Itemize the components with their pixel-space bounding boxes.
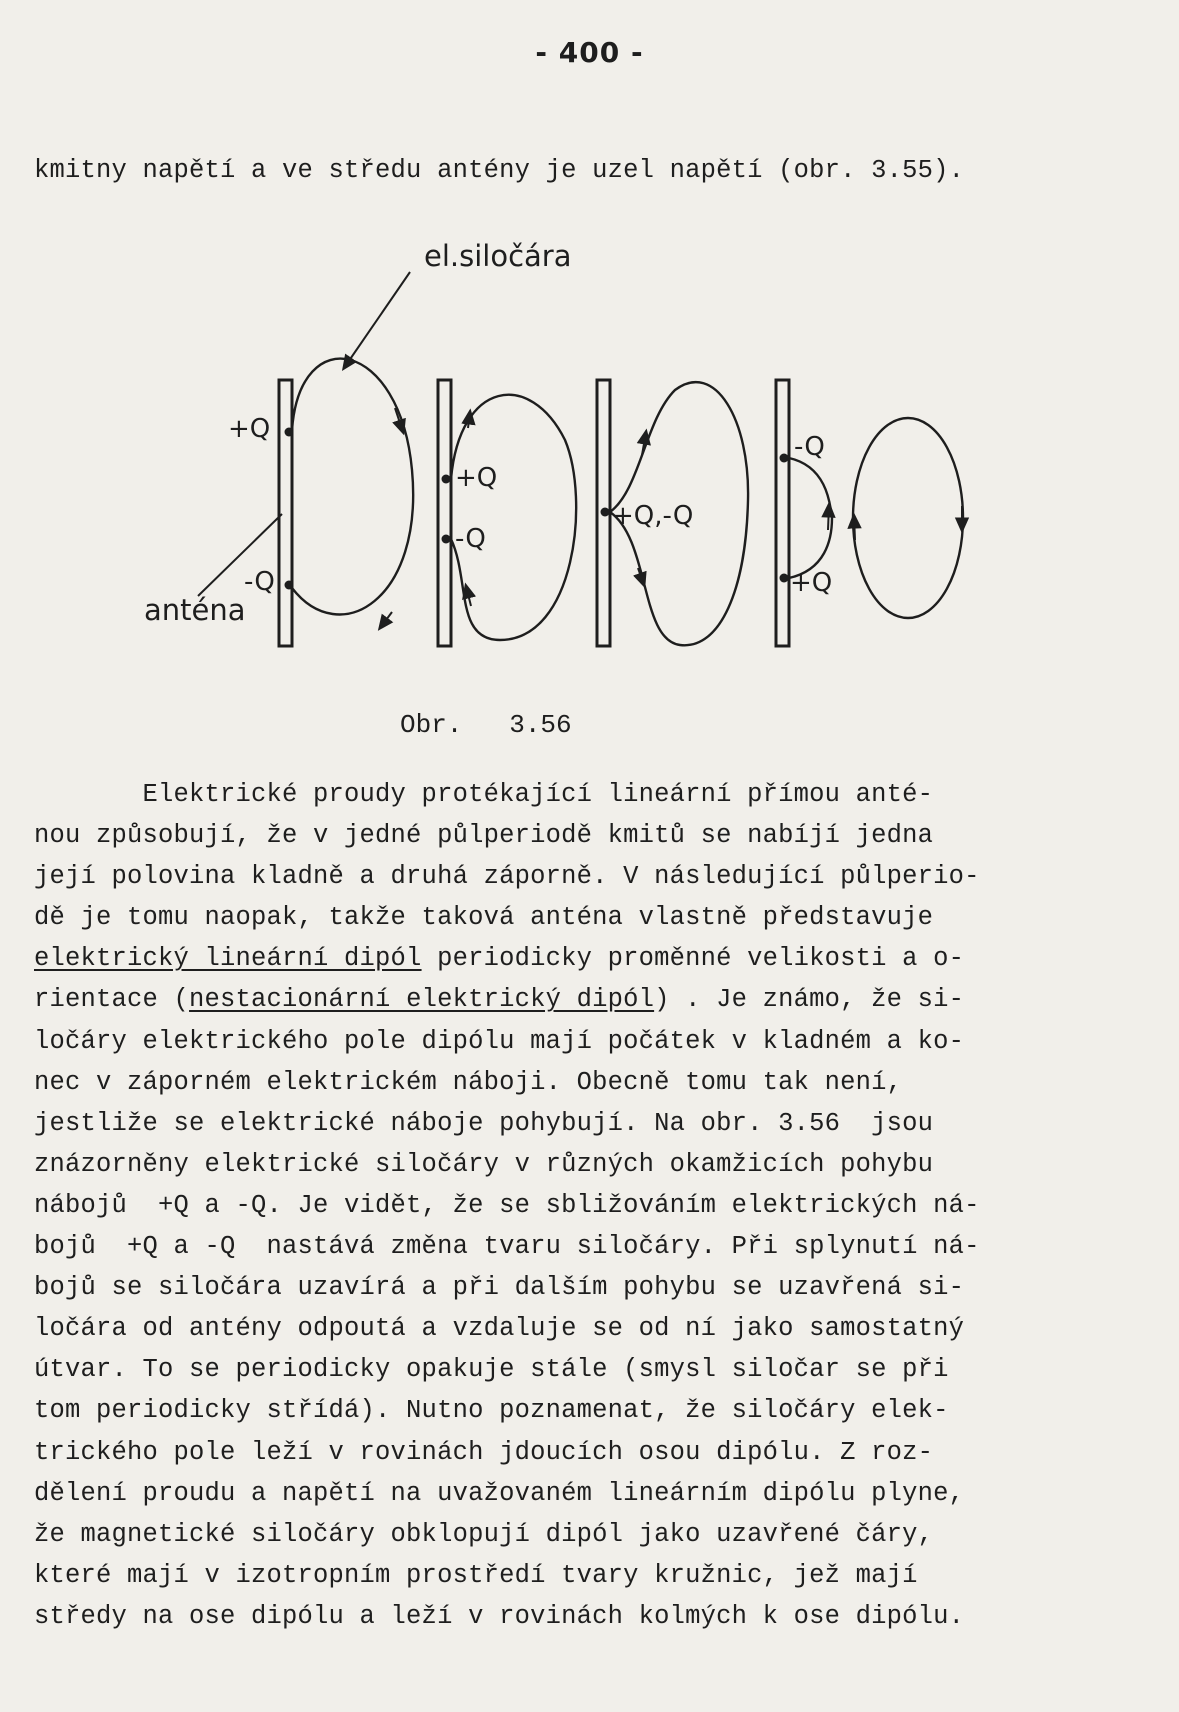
charge-label: +Q	[790, 568, 833, 598]
antenna-rod-4	[776, 380, 789, 646]
arrow-mark	[468, 412, 470, 428]
text-line: dělení proudu a napětí na uvažovaném lineárním dipólu plyne,	[34, 1478, 965, 1508]
page-number: - 400 -	[535, 36, 644, 69]
text-line: středy na ose dipólu a leží v rovinách kolmých k ose dipólu.	[34, 1601, 965, 1631]
arrow-mark	[828, 505, 829, 530]
text-line: nábojů +Q a -Q. Je vidět, že se sbližováním elektrických ná-	[34, 1190, 980, 1220]
text-line: trického pole leží v rovinách jdoucích osou dipólu. Z roz-	[34, 1437, 934, 1467]
text-line: tom periodicky střídá). Nutno poznamenat, že siločáry elek-	[34, 1396, 949, 1426]
field-line-1	[292, 359, 413, 615]
underlined-term: elektrický lineární dipól	[34, 944, 422, 974]
charge-label: -Q	[244, 567, 275, 597]
text-segment: periodicky proměnné velikosti a o-	[421, 944, 965, 974]
text-segment: rientace (	[34, 985, 190, 1015]
text-line	[34, 938, 1144, 979]
text-line: nec v záporném elektrickém náboji. Obecně tomu tak není,	[34, 1067, 903, 1097]
text-line: ločára od antény odpoutá a vzdaluje se od ní jako samostatný	[34, 1314, 965, 1344]
antenna-label: anténa	[144, 593, 246, 627]
charge-dot	[780, 454, 789, 463]
text-line: útvar. To se periodicky opakuje stále (smysl siločar se při	[34, 1355, 949, 1385]
antenna-rod-2	[438, 380, 451, 646]
closed-field-loop	[853, 418, 963, 618]
charge-label: +Q,-Q	[612, 501, 694, 531]
text-line: dě je tomu naopak, takže taková anténa vlastně představuje	[34, 903, 934, 933]
text-line: ločáry elektrického pole dipólu mají počátek v kladném a ko-	[34, 1026, 965, 1056]
text-line: bojů se siločára uzavírá a při dalším pohybu se uzavřená si-	[34, 1273, 965, 1303]
text-line: Elektrické proudy protékající lineární přímou anté-	[34, 780, 934, 809]
field-line-pointer	[344, 272, 410, 368]
text-line: jestliže se elektrické náboje pohybují. Na obr. 3.56 jsou	[34, 1108, 934, 1138]
charge-label: +Q	[455, 463, 498, 493]
field-line-label: el.siločára	[424, 239, 572, 273]
body-paragraph	[34, 774, 1144, 1637]
figure-3-56	[0, 0, 1179, 700]
charge-dot	[780, 574, 789, 583]
arrow-mark	[854, 516, 855, 540]
antenna-rod-1	[279, 380, 292, 646]
text-line: nou způsobují, že v jedné půlperiodě kmitů se nabíjí jedna	[34, 821, 934, 851]
charge-label: -Q	[455, 524, 486, 554]
arrow-mark	[380, 612, 392, 628]
text-line	[34, 979, 1144, 1020]
text-line: bojů +Q a -Q nastává změna tvaru siločáry. Při splynutí ná-	[34, 1232, 980, 1262]
charge-dot	[601, 508, 610, 517]
underlined-term: nestacionární elektrický dipól	[189, 985, 655, 1015]
text-line: že magnetické siločáry obklopují dipól jako uzavřené čáry,	[34, 1519, 934, 1549]
charge-dot	[442, 475, 451, 484]
text-line: její polovina kladně a druhá záporně. V následující půlperio-	[34, 862, 980, 892]
charge-label: -Q	[794, 432, 825, 462]
text-segment: ) . Je známo, že si-	[654, 985, 965, 1015]
charge-label: +Q	[228, 414, 271, 444]
text-line: které mají v izotropním prostředí tvary kružnic, jež mají	[34, 1560, 918, 1590]
text-line: znázorněny elektrické siločáry v různých okamžicích pohybu	[34, 1149, 934, 1179]
intro-line: kmitny napětí a ve středu antény je uzel napětí (obr. 3.55).	[34, 156, 965, 185]
field-line-4	[789, 458, 832, 578]
charge-dot	[442, 535, 451, 544]
figure-caption: Obr. 3.56	[400, 710, 572, 740]
